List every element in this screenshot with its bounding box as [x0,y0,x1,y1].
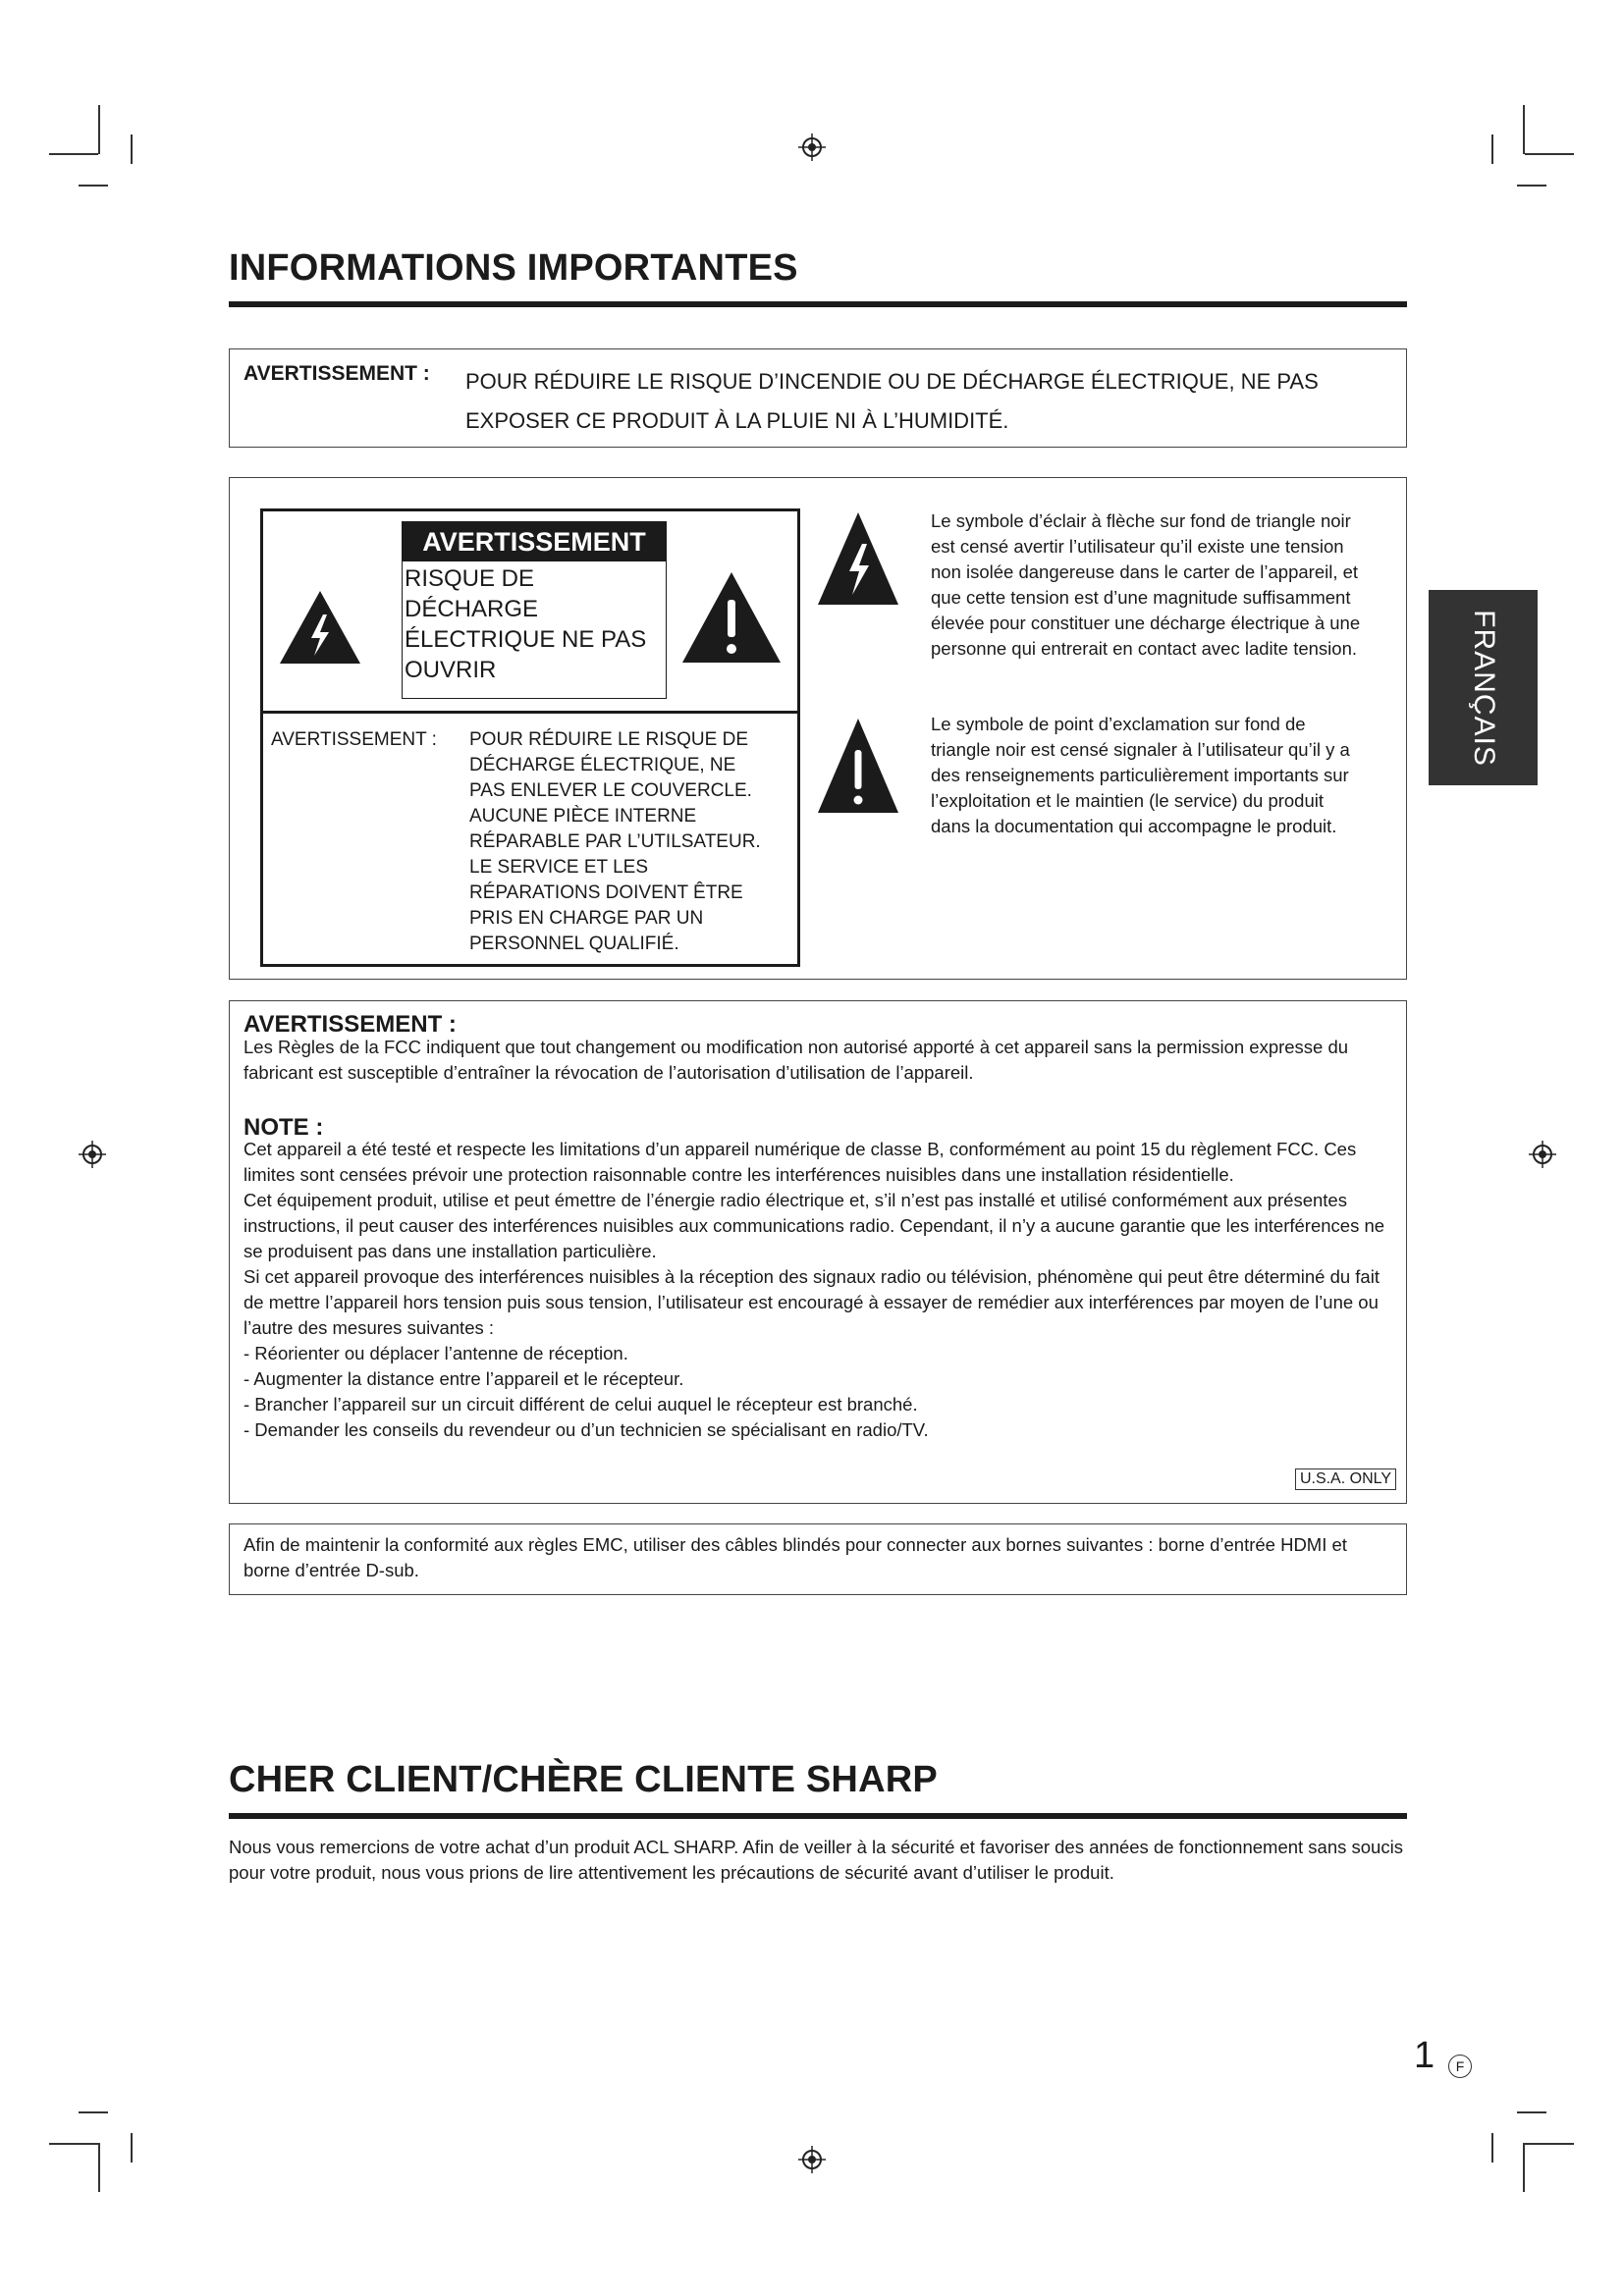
exclamation-triangle-icon [816,717,900,815]
text-line: DÉCHARGE ÉLECTRIQUE, NE [469,755,736,775]
text-line: PERSONNEL QUALIFIÉ. [469,934,679,954]
section-title: CHER CLIENT/CHÈRE CLIENTE SHARP [229,1759,938,1800]
lightning-triangle-icon [816,510,900,607]
language-tab [1429,590,1538,785]
language-tab-label: FRANÇAIS [1467,609,1500,767]
warning-text: POUR RÉDUIRE LE RISQUE D’INCENDIE OU DE DÉCHARGE ÉLECTRIQUE, NE PAS EXPOSER CE PRODUIT À LA PLUIE NI À L’HUMIDITÉ. [465,369,1319,433]
text-line: LE SERVICE ET LES [469,857,648,878]
label-divider [263,711,797,714]
text-line: PAS ENLEVER LE COUVERCLE. [469,780,752,801]
text-line: PRIS EN CHARGE PAR UN [469,908,704,929]
page-language-letter: F [1448,2055,1472,2078]
list-item: - Brancher l’appareil sur un circuit différent de celui auquel le récepteur est branché. [244,1394,918,1415]
list-item: - Demander les conseils du revendeur ou d’un technicien se spécialisant en radio/TV. [244,1419,929,1440]
registration-mark-icon [798,133,826,161]
registration-mark-icon [1529,1141,1556,1168]
page-title: INFORMATIONS IMPORTANTES [229,247,798,289]
note-paragraph [244,1137,1394,1443]
section-intro-text: Nous vous remercions de votre achat d’un produit ACL SHARP. Afin de veiller à la sécurité et favoriser des années de fonctionnement sans soucis pour votre produit, nous vous prions de lire attentivement les précautions de sécurité avant d’utiliser le produit. [229,1837,1403,1883]
text-line: AUCUNE PIÈCE INTERNE [469,806,697,827]
text-line: POUR RÉDUIRE LE RISQUE DE [469,729,748,750]
warning-label-inner [402,521,667,699]
fcc-warning-text: Les Règles de la FCC indiquent que tout changement ou modification non autorisé apporté à cet appareil sans la permission expresse du fabricant est susceptible d’entraîner la révocation de l’autorisation d’utilisation de l’appareil. [244,1037,1349,1083]
page-number: 1 [1414,2035,1435,2076]
warning-label-line: DÉCHARGE [405,596,539,622]
warning-label-line: OUVRIR [405,657,497,683]
emc-box [229,1523,1407,1595]
warning-label-bottom-text [469,727,761,957]
usa-only-badge: U.S.A. ONLY [1295,1468,1396,1490]
warning-label-panel [260,508,800,967]
text-line: RÉPARABLE PAR L’UTILSATEUR. [469,831,761,852]
text-line: RÉPARATIONS DOIVENT ÊTRE [469,882,743,903]
fcc-box [229,1000,1407,1504]
note-heading: NOTE : [244,1114,324,1141]
fcc-warning-heading: AVERTISSEMENT : [244,1011,457,1038]
note-paragraph-3: Si cet appareil provoque des interférences nuisibles à la réception des signaux radio ou télévision, phénomène qui peut être déterminé du fait de mettre l’appareil hors tension puis sous tension, l’utilisateur est encouragé à essayer de remédier aux interférences par moyen de l’une ou l’autre des mesures suivantes : [244,1266,1380,1338]
list-item: - Réorienter ou déplacer l’antenne de réception. [244,1343,628,1363]
note-paragraph-2: Cet équipement produit, utilise et peut émettre de l’énergie radio électrique et, s’il n’est pas installé et utilisé conformément aux présentes instructions, il peut causer des interférences nuisibles aux communications radio. Cependant, il n’y a aucune garantie que les interférences ne se produisent pas dans une installation particulière. [244,1190,1385,1261]
registration-mark-icon [79,1141,106,1168]
warning-label: AVERTISSEMENT : [244,362,430,385]
exclamation-symbol-text: Le symbole de point d’exclamation sur fond de triangle noir est censé signaler à l’utilisateur qu’il y a des renseignements particulièrement importants sur l’exploitation et le maintien (le service) du produit dans la documentation qui accompagne le produit. [931,714,1350,836]
section-rule [229,1813,1407,1819]
warning-label-body [405,563,646,685]
emc-text: Afin de maintenir la conformité aux règles EMC, utiliser des câbles blindés pour connecter aux bornes suivantes : borne d’entrée HDMI et borne d’entrée D-sub. [244,1534,1347,1580]
note-paragraph-1: Cet appareil a été testé et respecte les limitations d’un appareil numérique de classe B, conformément au point 15 du règlement FCC. Ces limites sont censées prévoir une protection raisonnable contre les interférences nuisibles dans une installation résidentielle. [244,1139,1357,1185]
exclamation-triangle-icon [680,570,783,665]
lightning-symbol-text: Le symbole d’éclair à flèche sur fond de triangle noir est censé avertir l’utilisateur qu’il existe une tension non isolée dangereuse dans le carter de l’appareil, et que cette tension est d’une magnitude suffisamment élevée pour constituer une décharge électrique à une personne qui entrerait en contact avec ladite tension. [931,510,1361,659]
warning-label-line: RISQUE DE [405,565,535,592]
symbols-box [229,477,1407,980]
rain-warning-box [229,348,1407,448]
lightning-triangle-icon [278,589,362,666]
title-rule [229,301,1407,307]
list-item: - Augmenter la distance entre l’appareil et le récepteur. [244,1368,684,1389]
warning-label-bottom-label: AVERTISSEMENT : [271,729,437,750]
warning-label-heading: AVERTISSEMENT [403,522,666,561]
warning-label-line: ÉLECTRIQUE NE PAS [405,626,647,653]
registration-mark-icon [798,2146,826,2173]
